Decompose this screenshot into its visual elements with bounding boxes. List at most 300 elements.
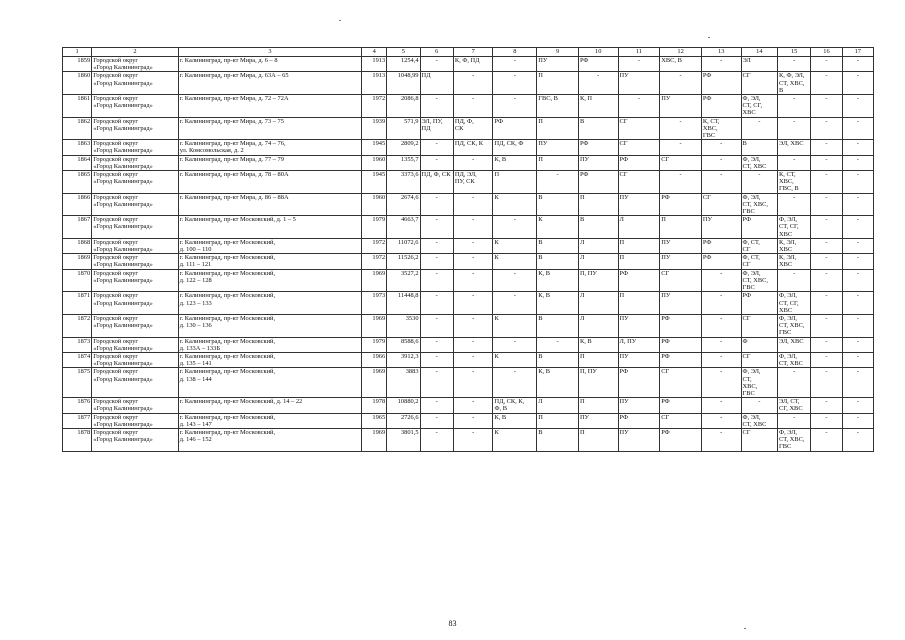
record-number-cell: 1862 [63, 117, 92, 140]
col-12-cell: СГ [660, 269, 702, 292]
col-9-cell: В [537, 193, 579, 216]
col-13-cell: - [701, 398, 741, 413]
year-built-cell: 1969 [362, 428, 387, 451]
municipality-cell: Городской округ «Город Калининград» [92, 413, 179, 428]
col-7-cell: - [453, 216, 493, 239]
table-row [63, 117, 874, 140]
col-11-cell: ПУ [618, 72, 660, 95]
municipality-cell: Городской округ «Город Калининград» [92, 238, 179, 253]
col-8-cell: П [493, 171, 537, 194]
table-row [63, 352, 874, 367]
col-13-cell: - [701, 413, 741, 428]
col-10-cell: РФ [578, 171, 618, 194]
col-12-cell: РФ [660, 193, 702, 216]
col-6-cell: - [420, 140, 453, 155]
col-10-cell: Л [578, 292, 618, 315]
col-6-cell: - [420, 413, 453, 428]
area-cell: 2086,8 [387, 95, 420, 118]
col-16-cell: - [811, 238, 842, 253]
housing-register-table [62, 47, 874, 452]
col-13-cell: К, СТ, ХВС, ГВС [701, 117, 741, 140]
record-number-cell: 1878 [63, 428, 92, 451]
address-cell: г. Калининград, пр-кт Московский, д. 100 – 110 [178, 238, 361, 253]
column-number-15: 15 [778, 48, 811, 57]
col-7-cell: - [453, 95, 493, 118]
col-8-cell: - [493, 269, 537, 292]
col-11-cell: Л, ПУ [618, 337, 660, 352]
col-12-cell: - [660, 72, 702, 95]
table-body [63, 57, 874, 452]
col-14-cell: СГ [741, 72, 777, 95]
record-number-cell: 1871 [63, 292, 92, 315]
col-14-cell: Ф, СТ, СГ [741, 238, 777, 253]
record-number-cell: 1874 [63, 352, 92, 367]
column-number-17: 17 [842, 48, 873, 57]
col-16-cell: - [811, 352, 842, 367]
record-number-cell: 1870 [63, 269, 92, 292]
area-cell: 571,9 [387, 117, 420, 140]
col-9-cell: - [537, 171, 579, 194]
col-13-cell: РФ [701, 238, 741, 253]
address-cell: г. Калининград, пр-кт Мира, д. 73 – 75 [178, 117, 361, 140]
col-12-cell: РФ [660, 428, 702, 451]
col-10-cell: В [578, 117, 618, 140]
col-6-cell: ПД [420, 72, 453, 95]
column-number-14: 14 [741, 48, 777, 57]
record-number-cell: 1872 [63, 314, 92, 337]
year-built-cell: 1969 [362, 314, 387, 337]
col-15-cell: К, СТ, ХВС, ГВС, В [778, 171, 811, 194]
year-built-cell: 1960 [362, 193, 387, 216]
col-8-cell: - [493, 57, 537, 72]
record-number-cell: 1860 [63, 72, 92, 95]
col-8-cell: К [493, 352, 537, 367]
column-number-9: 9 [537, 48, 579, 57]
address-cell: г. Калининград, пр-кт Московский, д. 146 – 152 [178, 428, 361, 451]
col-17-cell: - [842, 155, 873, 170]
page-number: 83 [448, 619, 457, 628]
col-15-cell: - [778, 57, 811, 72]
record-number-cell: 1867 [63, 216, 92, 239]
col-15-cell: Ф, ЭЛ, СТ, ХВС, ГВС [778, 314, 811, 337]
col-16-cell: - [811, 269, 842, 292]
table-row [63, 428, 874, 451]
record-number-cell: 1859 [63, 57, 92, 72]
table-row [63, 398, 874, 413]
col-14-cell: - [741, 117, 777, 140]
col-11-cell: СГ [618, 171, 660, 194]
col-9-cell: ПУ [537, 57, 579, 72]
column-number-11: 11 [618, 48, 660, 57]
municipality-cell: Городской округ «Город Калининград» [92, 216, 179, 239]
col-16-cell: - [811, 254, 842, 269]
col-7-cell: - [453, 352, 493, 367]
col-6-cell: - [420, 155, 453, 170]
area-cell: 1048,99 [387, 72, 420, 95]
col-13-cell: - [701, 314, 741, 337]
col-10-cell: РФ [578, 140, 618, 155]
record-number-cell: 1877 [63, 413, 92, 428]
column-number-7: 7 [453, 48, 493, 57]
record-number-cell: 1875 [63, 368, 92, 398]
col-10-cell: К, П [578, 95, 618, 118]
col-14-cell: СГ [741, 314, 777, 337]
col-10-cell: П [578, 398, 618, 413]
col-9-cell: - [537, 337, 579, 352]
col-16-cell: - [811, 368, 842, 398]
area-cell: 2809,2 [387, 140, 420, 155]
col-10-cell: П [578, 193, 618, 216]
column-number-1: 1 [63, 48, 92, 57]
col-12-cell: СГ [660, 413, 702, 428]
col-13-cell: - [701, 428, 741, 451]
address-cell: г. Калининград, пр-кт Московский, д. 111 – 121 [178, 254, 361, 269]
col-6-cell: - [420, 368, 453, 398]
column-number-4: 4 [362, 48, 387, 57]
record-number-cell: 1865 [63, 171, 92, 194]
col-14-cell: Ф, ЭЛ, СТ, ХВС, ГВС [741, 269, 777, 292]
col-7-cell: ПД, ЭЛ, ПУ, СК [453, 171, 493, 194]
col-15-cell: Ф, ЭЛ, СТ, ХВС, ГВС [778, 428, 811, 451]
record-number-cell: 1866 [63, 193, 92, 216]
municipality-cell: Городской округ «Город Калининград» [92, 171, 179, 194]
col-8-cell: - [493, 368, 537, 398]
col-6-cell: - [420, 95, 453, 118]
col-15-cell: К, ЭЛ, ХВС [778, 238, 811, 253]
col-10-cell: К, В [578, 337, 618, 352]
area-cell: 1355,7 [387, 155, 420, 170]
table-row [63, 238, 874, 253]
table-row [63, 292, 874, 315]
col-10-cell: П, ПУ [578, 269, 618, 292]
address-cell: г. Калининград, пр-кт Московский, д. 143 – 147 [178, 413, 361, 428]
column-number-3: 3 [178, 48, 361, 57]
col-8-cell: - [493, 72, 537, 95]
col-7-cell: - [453, 398, 493, 413]
table-row [63, 254, 874, 269]
col-12-cell: - [660, 171, 702, 194]
col-7-cell: ПД, СК, К [453, 140, 493, 155]
area-cell: 1254,4 [387, 57, 420, 72]
table-row [63, 368, 874, 398]
col-12-cell: РФ [660, 352, 702, 367]
col-9-cell: К, В [537, 368, 579, 398]
area-cell: 3912,3 [387, 352, 420, 367]
col-10-cell: Л [578, 238, 618, 253]
col-17-cell: - [842, 269, 873, 292]
scan-speck [708, 37, 710, 38]
col-6-cell: - [420, 269, 453, 292]
column-number-8: 8 [493, 48, 537, 57]
col-9-cell: В [537, 428, 579, 451]
col-14-cell: РФ [741, 216, 777, 239]
col-12-cell: ХВС, В [660, 57, 702, 72]
col-13-cell: - [701, 57, 741, 72]
col-9-cell: Л [537, 398, 579, 413]
col-13-cell: - [701, 171, 741, 194]
col-10-cell: В [578, 216, 618, 239]
year-built-cell: 1969 [362, 269, 387, 292]
address-cell: г. Калининград, пр-кт Московский, д. 123 – 133 [178, 292, 361, 315]
col-13-cell: - [701, 140, 741, 155]
col-13-cell: - [701, 269, 741, 292]
col-11-cell: П [618, 254, 660, 269]
table-row [63, 140, 874, 155]
area-cell: 11448,8 [387, 292, 420, 315]
municipality-cell: Городской округ «Город Калининград» [92, 292, 179, 315]
col-15-cell: - [778, 269, 811, 292]
col-14-cell: Ф, ЭЛ, СТ, ХВС, ГВС [741, 193, 777, 216]
col-6-cell: - [420, 398, 453, 413]
col-10-cell: Л [578, 314, 618, 337]
municipality-cell: Городской округ «Город Калининград» [92, 117, 179, 140]
record-number-cell: 1868 [63, 238, 92, 253]
col-8-cell: - [493, 292, 537, 315]
record-number-cell: 1869 [63, 254, 92, 269]
col-8-cell: ПД, СК, Ф [493, 140, 537, 155]
col-17-cell: - [842, 398, 873, 413]
table-row [63, 314, 874, 337]
table-row [63, 57, 874, 72]
col-17-cell: - [842, 413, 873, 428]
municipality-cell: Городской округ «Город Калининград» [92, 314, 179, 337]
col-13-cell: - [701, 155, 741, 170]
col-17-cell: - [842, 140, 873, 155]
col-6-cell: - [420, 337, 453, 352]
col-6-cell: - [420, 193, 453, 216]
col-13-cell: ПУ [701, 216, 741, 239]
col-7-cell: - [453, 238, 493, 253]
area-cell: 2674,6 [387, 193, 420, 216]
col-17-cell: - [842, 337, 873, 352]
municipality-cell: Городской округ «Город Калининград» [92, 368, 179, 398]
col-8-cell: К, В [493, 155, 537, 170]
col-11-cell: ПУ [618, 314, 660, 337]
table-row [63, 171, 874, 194]
area-cell: 11526,2 [387, 254, 420, 269]
table-row [63, 155, 874, 170]
col-11-cell: Л [618, 216, 660, 239]
col-11-cell: ПУ [618, 428, 660, 451]
col-10-cell: Л [578, 254, 618, 269]
col-14-cell: - [741, 398, 777, 413]
col-11-cell: П [618, 292, 660, 315]
col-16-cell: - [811, 413, 842, 428]
col-7-cell: - [453, 337, 493, 352]
area-cell: 3801,5 [387, 428, 420, 451]
col-10-cell: П, ПУ [578, 368, 618, 398]
col-17-cell: - [842, 428, 873, 451]
municipality-cell: Городской округ «Город Калининград» [92, 193, 179, 216]
col-16-cell: - [811, 95, 842, 118]
col-14-cell: ЭЛ [741, 57, 777, 72]
col-9-cell: П [537, 413, 579, 428]
col-17-cell: - [842, 216, 873, 239]
col-12-cell: - [660, 140, 702, 155]
col-13-cell: - [701, 352, 741, 367]
col-14-cell: - [741, 171, 777, 194]
col-6-cell: - [420, 57, 453, 72]
col-8-cell: К [493, 193, 537, 216]
year-built-cell: 1973 [362, 292, 387, 315]
col-8-cell: К [493, 254, 537, 269]
col-9-cell: В [537, 352, 579, 367]
col-10-cell: П [578, 352, 618, 367]
col-14-cell: РФ [741, 292, 777, 315]
col-7-cell: К, Ф, ПД [453, 57, 493, 72]
address-cell: г. Калининград, пр-кт Московский, д. 122 – 128 [178, 269, 361, 292]
record-number-cell: 1861 [63, 95, 92, 118]
col-14-cell: Ф [741, 337, 777, 352]
address-cell: г. Калининград, пр-кт Московский, д. 133А – 133Б [178, 337, 361, 352]
year-built-cell: 1969 [362, 368, 387, 398]
col-16-cell: - [811, 337, 842, 352]
col-15-cell: К, Ф, ЭЛ, СТ, ХВС, В [778, 72, 811, 95]
col-11-cell: СГ [618, 117, 660, 140]
col-17-cell: - [842, 171, 873, 194]
col-7-cell: - [453, 368, 493, 398]
col-17-cell: - [842, 314, 873, 337]
col-8-cell: ПД, СК, К, Ф, В [493, 398, 537, 413]
col-11-cell: РФ [618, 413, 660, 428]
col-15-cell: Ф, ЭЛ, СТ, СГ, ХВС [778, 216, 811, 239]
col-16-cell: - [811, 140, 842, 155]
address-cell: г. Калининград, пр-кт Мира, д. 74 – 76, ул. Комсомольская, д. 2 [178, 140, 361, 155]
col-12-cell: П [660, 216, 702, 239]
year-built-cell: 1966 [362, 352, 387, 367]
col-6-cell: - [420, 428, 453, 451]
municipality-cell: Городской округ «Город Калининград» [92, 155, 179, 170]
col-12-cell: ПУ [660, 292, 702, 315]
col-8-cell: К [493, 238, 537, 253]
col-8-cell: РФ [493, 117, 537, 140]
col-7-cell: - [453, 193, 493, 216]
area-cell: 4663,7 [387, 216, 420, 239]
area-cell: 2726,6 [387, 413, 420, 428]
year-built-cell: 1979 [362, 337, 387, 352]
area-cell: 10880,2 [387, 398, 420, 413]
col-15-cell: К, ЭЛ, ХВС [778, 254, 811, 269]
address-cell: г. Калининград, пр-кт Мира, д. 72 – 72А [178, 95, 361, 118]
address-cell: г. Калининград, пр-кт Московский, д. 1 – 5 [178, 216, 361, 239]
col-9-cell: К, В [537, 269, 579, 292]
col-9-cell: К [537, 216, 579, 239]
col-12-cell: ПУ [660, 254, 702, 269]
column-number-12: 12 [660, 48, 702, 57]
col-16-cell: - [811, 314, 842, 337]
record-number-cell: 1876 [63, 398, 92, 413]
address-cell: г. Калининград, пр-кт Московский, д. 130 – 136 [178, 314, 361, 337]
col-7-cell: ПД, Ф, СК [453, 117, 493, 140]
col-15-cell: - [778, 413, 811, 428]
record-number-cell: 1863 [63, 140, 92, 155]
col-14-cell: Ф, СТ, СГ [741, 254, 777, 269]
col-16-cell: - [811, 72, 842, 95]
table-row [63, 72, 874, 95]
col-8-cell: - [493, 337, 537, 352]
address-cell: г. Калининград, пр-кт Московский, д. 138 – 144 [178, 368, 361, 398]
year-built-cell: 1978 [362, 398, 387, 413]
col-6-cell: - [420, 216, 453, 239]
col-6-cell: - [420, 238, 453, 253]
column-number-5: 5 [387, 48, 420, 57]
col-17-cell: - [842, 352, 873, 367]
col-17-cell: - [842, 292, 873, 315]
col-13-cell: РФ [701, 254, 741, 269]
column-number-row [63, 48, 874, 57]
col-11-cell: - [618, 57, 660, 72]
col-11-cell: ПУ [618, 193, 660, 216]
col-8-cell: - [493, 216, 537, 239]
table-row [63, 413, 874, 428]
col-7-cell: - [453, 269, 493, 292]
record-number-cell: 1873 [63, 337, 92, 352]
year-built-cell: 1939 [362, 117, 387, 140]
column-number-16: 16 [811, 48, 842, 57]
area-cell: 3530 [387, 314, 420, 337]
col-11-cell: РФ [618, 155, 660, 170]
col-6-cell: ЭЛ, ПУ, ПД [420, 117, 453, 140]
col-8-cell: К [493, 314, 537, 337]
col-14-cell: Ф, ЭЛ, СТ, ХВС, ГВС [741, 368, 777, 398]
col-17-cell: - [842, 72, 873, 95]
col-7-cell: - [453, 428, 493, 451]
address-cell: г. Калининград, пр-кт Мира, д. 77 – 79 [178, 155, 361, 170]
col-12-cell: РФ [660, 314, 702, 337]
col-11-cell: ПУ [618, 352, 660, 367]
record-number-cell: 1864 [63, 155, 92, 170]
address-cell: г. Калининград, пр-кт Московский, д. 135 – 141 [178, 352, 361, 367]
col-17-cell: - [842, 193, 873, 216]
col-12-cell: РФ [660, 398, 702, 413]
col-11-cell: П [618, 238, 660, 253]
col-12-cell: - [660, 117, 702, 140]
municipality-cell: Городской округ «Город Калининград» [92, 428, 179, 451]
col-15-cell: ЭЛ, ХВС [778, 140, 811, 155]
col-11-cell: СГ [618, 140, 660, 155]
municipality-cell: Городской округ «Город Калининград» [92, 254, 179, 269]
municipality-cell: Городской округ «Город Калининград» [92, 352, 179, 367]
col-15-cell: Ф, ЭЛ, СТ, ХВС [778, 352, 811, 367]
col-14-cell: СГ [741, 352, 777, 367]
col-17-cell: - [842, 254, 873, 269]
col-8-cell: - [493, 95, 537, 118]
col-15-cell: Ф, ЭЛ, СТ, СГ, ХВС [778, 292, 811, 315]
col-12-cell: ПУ [660, 95, 702, 118]
col-7-cell: - [453, 254, 493, 269]
table-row [63, 95, 874, 118]
area-cell: 3373,6 [387, 171, 420, 194]
col-9-cell: В [537, 238, 579, 253]
col-10-cell: П [578, 428, 618, 451]
col-11-cell: - [618, 95, 660, 118]
municipality-cell: Городской округ «Город Калининград» [92, 140, 179, 155]
col-12-cell: РФ [660, 337, 702, 352]
col-13-cell: СГ [701, 193, 741, 216]
address-cell: г. Калининград, пр-кт Мира, д. 6 – 8 [178, 57, 361, 72]
scan-speck [339, 20, 341, 21]
col-11-cell: РФ [618, 368, 660, 398]
col-7-cell: - [453, 292, 493, 315]
col-13-cell: - [701, 337, 741, 352]
table-row [63, 337, 874, 352]
municipality-cell: Городской округ «Город Калининград» [92, 337, 179, 352]
col-12-cell: СГ [660, 155, 702, 170]
col-9-cell: К, В [537, 292, 579, 315]
address-cell: г. Калининград, пр-кт Московский, д. 14 – 22 [178, 398, 361, 413]
col-7-cell: - [453, 155, 493, 170]
col-17-cell: - [842, 95, 873, 118]
